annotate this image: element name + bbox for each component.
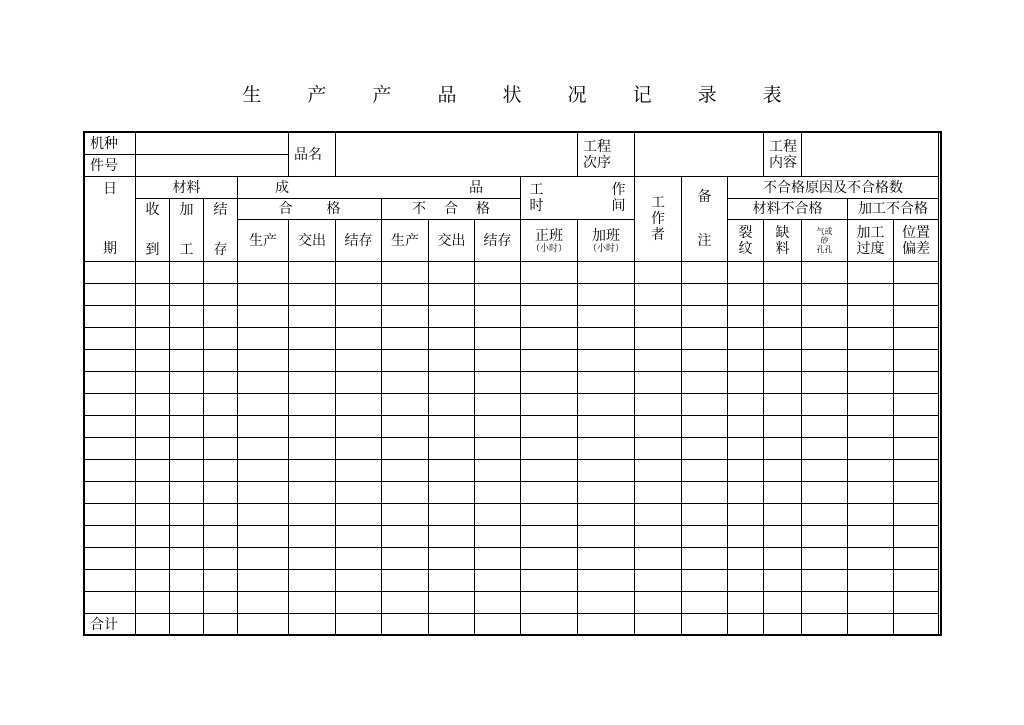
product-name-label: 品名 [289,133,336,177]
porosity-line3: 孔孔 [816,245,833,254]
position-dev-c2: 偏差 [902,240,930,257]
process-content-line1: 工程 [769,138,797,155]
machine-type-label: 机种 [85,133,136,155]
stock-c2: 存 [213,242,228,258]
qualified-c2: 格 [326,201,341,217]
unqualified-c1: 不 [412,201,426,217]
porosity-line2: 砂 [820,236,829,245]
shortage-c1: 缺 [775,224,790,241]
total-label: 合计 [85,614,136,636]
regular-hours-unit: （小时） [530,243,567,254]
table-outer-border [83,131,942,636]
unqualified-c2: 合 [444,201,458,217]
position-dev-c1: 位置 [902,224,930,241]
unqual-stock-header: 结存 [475,220,521,262]
unqual-delivered-header: 交出 [429,220,475,262]
date-char-1: 日 [103,181,117,197]
processing-c1: 加 [179,202,194,218]
work-time-c3: 时 [529,198,544,214]
qual-stock-header: 结存 [336,220,382,262]
overprocess-c2: 过度 [856,240,885,257]
crack-c1: 裂 [738,224,753,241]
received-c2: 到 [145,242,160,258]
unqualified-c3: 格 [476,201,490,217]
finished-right-char: 品 [469,179,483,196]
unqual-production-header: 生产 [382,220,429,262]
overtime-hours-unit: （小时） [587,243,624,254]
date-char-2: 期 [103,241,117,257]
qual-production-header: 生产 [238,220,289,262]
qualified-c1: 合 [278,201,293,217]
crack-c2: 纹 [738,240,753,257]
work-time-c4: 间 [611,198,626,214]
remark-c1: 备 [697,189,712,205]
process-content-line2: 内容 [769,154,797,171]
regular-shift-label: 正班 [535,227,563,244]
overprocess-c1: 加工 [856,224,885,241]
remark-c2: 注 [697,233,712,249]
worker-c2: 作 [651,211,665,227]
stock-c1: 结 [213,202,228,218]
work-time-c1: 工 [529,182,544,198]
overtime-label: 加班 [592,227,620,244]
work-time-c2: 作 [611,182,626,198]
received-c1: 收 [145,202,160,218]
material-defect-header: 材料不合格 [728,199,848,220]
finished-left-char: 成 [275,179,289,196]
qual-delivered-header: 交出 [289,220,336,262]
process-order-line2: 次序 [583,154,611,171]
form-title: 生 产 产 品 状 况 记 录 表 [242,84,802,106]
process-defect-header: 加工不合格 [848,199,939,220]
porosity-line1: 气或 [816,227,833,236]
defect-reason-header: 不合格原因及不合格数 [728,177,939,199]
part-no-label: 件号 [85,155,136,177]
shortage-c2: 料 [775,240,790,257]
process-order-line1: 工程 [583,138,611,155]
material-header: 材料 [136,177,238,199]
processing-c2: 工 [179,242,194,258]
worker-c3: 者 [651,227,665,243]
worker-c1: 工 [651,195,665,211]
